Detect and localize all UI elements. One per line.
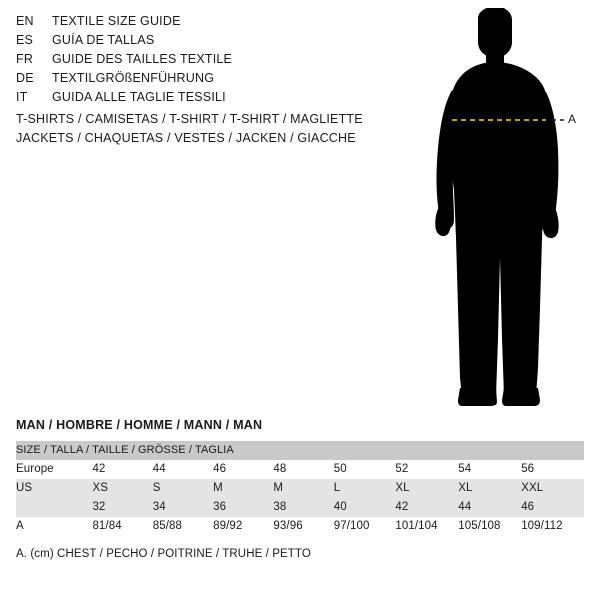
cell: 105/108 <box>458 517 521 536</box>
language-text: TEXTILE SIZE GUIDE <box>52 14 181 28</box>
language-code: EN <box>16 14 34 28</box>
cell: XL <box>395 479 458 498</box>
table-row <box>16 460 584 479</box>
cell: 48 <box>273 460 333 479</box>
language-text: GUÍA DE TALLAS <box>52 33 155 47</box>
cell: 36 <box>213 498 273 517</box>
cell: L <box>334 479 396 498</box>
language-row <box>16 14 376 33</box>
male-figure-illustration <box>400 8 600 408</box>
cell: 44 <box>458 498 521 517</box>
language-row <box>16 52 376 71</box>
table-header-row <box>16 441 584 460</box>
footnote-chest-measurement: A. (cm) CHEST / PECHO / POITRINE / TRUHE / PETTO <box>16 548 311 560</box>
cell: 42 <box>92 460 152 479</box>
cell: 101/104 <box>395 517 458 536</box>
table-row <box>16 517 584 536</box>
cell: 54 <box>458 460 521 479</box>
cell: S <box>153 479 213 498</box>
language-row <box>16 90 376 109</box>
figure-svg <box>400 8 600 408</box>
cell: 40 <box>334 498 396 517</box>
row-label: Europe <box>16 460 92 479</box>
category-tshirts: T-SHIRTS / CAMISETAS / T-SHIRT / T-SHIRT / MAGLIETTE <box>16 112 363 126</box>
cell: 52 <box>395 460 458 479</box>
language-list <box>16 14 376 109</box>
size-table <box>16 441 584 536</box>
cell: 109/112 <box>521 517 584 536</box>
row-label: A <box>16 517 92 536</box>
cell: 46 <box>521 498 584 517</box>
cell: 56 <box>521 460 584 479</box>
cell: XXL <box>521 479 584 498</box>
language-text: GUIDE DES TAILLES TEXTILE <box>52 52 233 66</box>
cell: XL <box>458 479 521 498</box>
category-list <box>16 110 436 148</box>
cell: M <box>273 479 333 498</box>
language-code: DE <box>16 71 34 85</box>
cell: 81/84 <box>92 517 152 536</box>
language-text: GUIDA ALLE TAGLIE TESSILI <box>52 90 226 104</box>
language-code: FR <box>16 52 34 66</box>
cell: 97/100 <box>334 517 396 536</box>
language-row <box>16 71 376 90</box>
cell: XS <box>92 479 152 498</box>
cell: 85/88 <box>153 517 213 536</box>
cell: 50 <box>334 460 396 479</box>
table-row <box>16 498 584 517</box>
cell: M <box>213 479 273 498</box>
size-table-wrapper <box>16 441 584 536</box>
category-jackets: JACKETS / CHAQUETAS / VESTES / JACKEN / GIACCHE <box>16 131 356 145</box>
cell: 38 <box>273 498 333 517</box>
language-code: IT <box>16 90 28 104</box>
cell: 93/96 <box>273 517 333 536</box>
language-code: ES <box>16 33 34 47</box>
gender-heading: MAN / HOMBRE / HOMME / MANN / MAN <box>16 418 263 432</box>
measure-label-a: A <box>568 112 577 126</box>
cell: 44 <box>153 460 213 479</box>
table-row <box>16 479 584 498</box>
row-label: US <box>16 479 92 498</box>
row-label <box>16 498 92 517</box>
table-header-label: SIZE / TALLA / TAILLE / GRÖSSE / TAGLIA <box>16 441 584 460</box>
language-text: TEXTILGRÖßENFÜHRUNG <box>52 71 215 85</box>
cell: 89/92 <box>213 517 273 536</box>
cell: 42 <box>395 498 458 517</box>
cell: 46 <box>213 460 273 479</box>
cell: 32 <box>92 498 152 517</box>
language-row <box>16 33 376 52</box>
cell: 34 <box>153 498 213 517</box>
